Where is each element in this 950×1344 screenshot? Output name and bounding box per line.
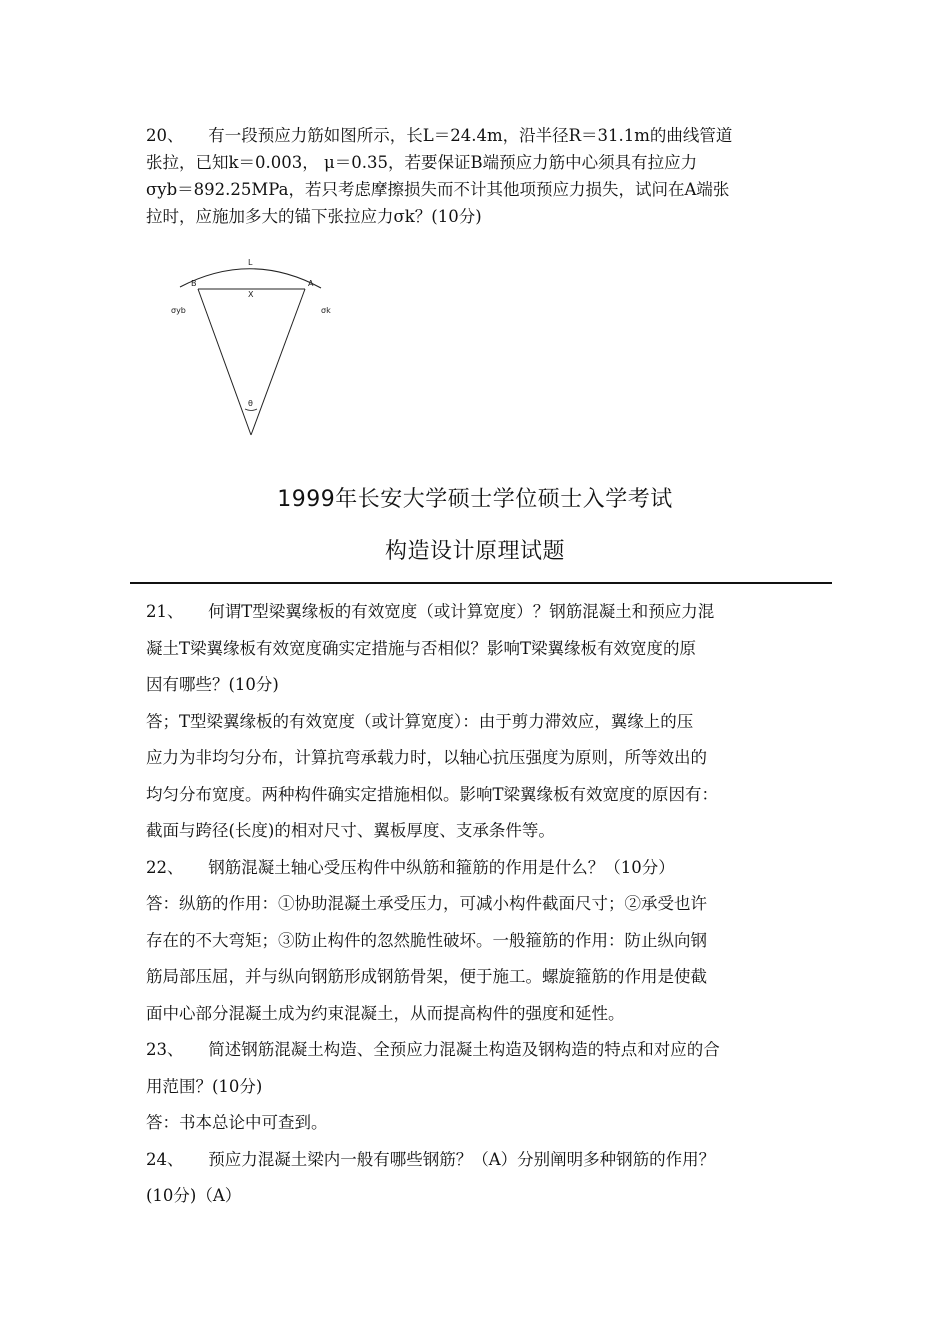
q20-line: 拉时，应施加多大的锚下张拉应力σk？(10分) [146,207,482,226]
body-line: 23、 简述钢筋混凝土构造、全预应力混凝土构造及钢构造的特点和对应的合 [146,1040,720,1059]
body-line: 应力为非均匀分布，计算抗弯承载力时，以轴心抗压强度为原则，所等效出的 [146,748,707,767]
radius-right [251,289,305,435]
body-line: 24、 预应力混凝土梁内一般有哪些钢筋？（A）分别阐明多种钢筋的作用？ [146,1149,716,1169]
q20-line: 20、 有一段预应力筋如图所示，长L＝24.4m，沿半径R＝31.1m的曲线管道 [146,126,733,145]
body-line: 21、 何谓T型梁翼缘板的有效宽度（或计算宽度）？钢筋混凝土和预应力混 [146,602,715,621]
body-line: (10分)（A） [146,1186,242,1205]
label-L: L [248,258,253,267]
body-line: 答：纵筋的作用：①协助混凝土承受压力，可减小构件截面尺寸；②承受也许 [146,894,707,913]
angle-arc [245,409,257,411]
label-X: X [248,290,254,299]
body-line: 截面与跨径(长度)的相对尺寸、翼板厚度、支承条件等。 [146,821,555,840]
exam-title: 1999年长安大学硕士学位硕士入学考试 [277,487,673,512]
questions-body [146,594,836,1215]
label-theta: θ [248,399,253,408]
question-20 [146,122,836,230]
body-line: 凝土T梁翼缘板有效宽度确实定措施与否相似？影响T梁翼缘板有效宽度的原 [146,638,697,658]
body-line: 答：书本总论中可查到。 [146,1113,328,1132]
exam-subtitle: 构造设计原理试题 [384,539,565,564]
body-line: 筋局部压屈，并与纵向钢筋形成钢筋骨架，便于施工。螺旋箍筋的作用是使截 [146,967,707,986]
label-A: A [308,279,314,288]
label-B: B [191,279,197,288]
body-line: 22、 钢筋混凝土轴心受压构件中纵筋和箍筋的作用是什么？（10分） [146,857,675,877]
divider [130,582,832,584]
body-line: 存在的不大弯矩；③防止构件的忽然脆性破坏。一般箍筋的作用：防止纵向钢 [146,930,707,950]
arc-curve [180,269,321,288]
radius-left [198,289,251,435]
body-line: 用范围？(10分) [146,1076,263,1096]
tendon-diagram [160,252,350,442]
body-line: 因有哪些？(10分) [146,675,279,694]
body-line: 面中心部分混凝土成为约束混凝土，从而提高构件的强度和延性。 [146,1003,625,1023]
body-line: 答；T型梁翼缘板的有效宽度（或计算宽度）：由于剪力滞效应，翼缘上的压 [146,711,694,731]
label-sigma-yb: σyb [171,306,186,315]
body-line: 均匀分布宽度。两种构件确实定措施相似。影响T梁翼缘板有效宽度的原因有： [146,784,719,804]
q20-line: σyb＝892.25MPa，若只考虑摩擦损失而不计其他项预应力损失，试问在A端张 [146,180,730,199]
label-sigma-k: σk [321,306,331,315]
q20-line: 张拉，已知k＝0.003， μ＝0.35，若要保证B端预应力筋中心须具有拉应力 [146,153,698,172]
